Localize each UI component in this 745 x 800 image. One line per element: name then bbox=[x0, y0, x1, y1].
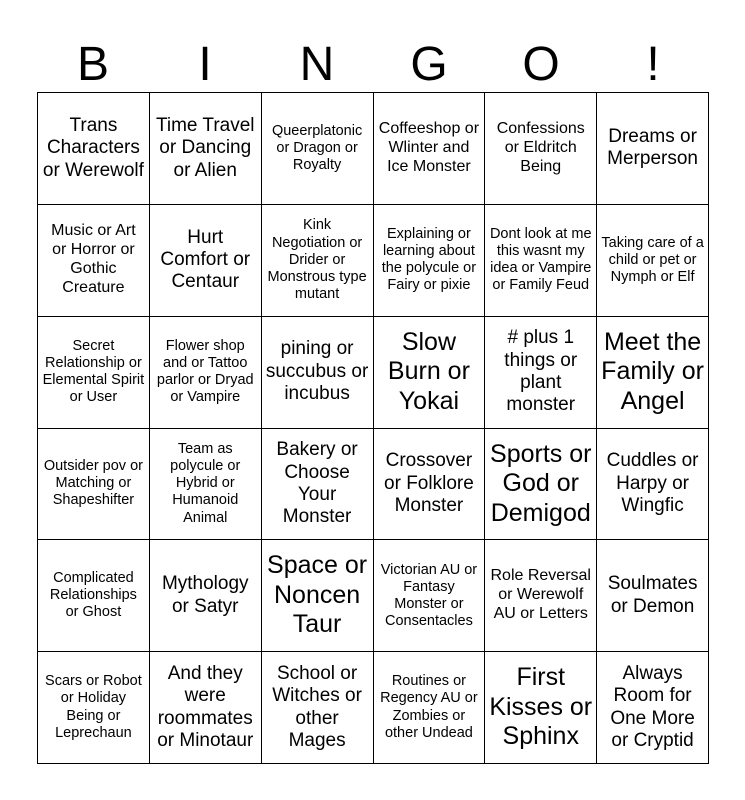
bingo-cell[interactable]: Outsider pov or Matching or Shapeshifter bbox=[38, 429, 150, 541]
bingo-cell[interactable]: Flower shop and or Tattoo parlor or Dryad or Vampire bbox=[150, 317, 262, 429]
bingo-cell[interactable]: Dreams or Merperson bbox=[597, 93, 709, 205]
bingo-cell[interactable]: Coffeeshop or Wlinter and Ice Monster bbox=[374, 93, 486, 205]
bingo-cell[interactable]: Soulmates or Demon bbox=[597, 540, 709, 652]
bingo-cell[interactable]: Taking care of a child or pet or Nymph or Elf bbox=[597, 205, 709, 317]
bingo-cell[interactable]: Always Room for One More or Cryptid bbox=[597, 652, 709, 764]
title-letter-b: B bbox=[76, 38, 109, 91]
bingo-board bbox=[37, 92, 709, 764]
bingo-cell[interactable]: Team as polycule or Hybrid or Humanoid Animal bbox=[150, 429, 262, 541]
bingo-cell[interactable]: Dont look at me this wasnt my idea or Vampire or Family Feud bbox=[485, 205, 597, 317]
bingo-cell[interactable]: Victorian AU or Fantasy Monster or Consentacles bbox=[374, 540, 486, 652]
bingo-cell[interactable]: Hurt Comfort or Centaur bbox=[150, 205, 262, 317]
bingo-cell[interactable]: Sports or God or Demigod bbox=[485, 429, 597, 541]
bingo-cell[interactable]: First Kisses or Sphinx bbox=[485, 652, 597, 764]
title-letter-o: O bbox=[522, 38, 560, 91]
bingo-cell[interactable]: Complicated Relationships or Ghost bbox=[38, 540, 150, 652]
title-letter-g: G bbox=[410, 38, 448, 91]
bingo-cell[interactable]: Crossover or Folklore Monster bbox=[374, 429, 486, 541]
bingo-cell[interactable]: Scars or Robot or Holiday Being or Leprechaun bbox=[38, 652, 150, 764]
bingo-title bbox=[37, 38, 709, 92]
bingo-cell[interactable]: Queerplatonic or Dragon or Royalty bbox=[262, 93, 374, 205]
bingo-cell[interactable]: Music or Art or Horror or Gothic Creature bbox=[38, 205, 150, 317]
bingo-cell[interactable]: Cuddles or Harpy or Wingfic bbox=[597, 429, 709, 541]
title-letter-n: N bbox=[299, 38, 335, 91]
bingo-cell[interactable]: Kink Negotiation or Drider or Monstrous type mutant bbox=[262, 205, 374, 317]
bingo-cell[interactable]: And they were roommates or Minotaur bbox=[150, 652, 262, 764]
bingo-cell[interactable]: Mythology or Satyr bbox=[150, 540, 262, 652]
title-letter-exclamation: ! bbox=[646, 38, 660, 91]
bingo-cell[interactable]: School or Witches or other Mages bbox=[262, 652, 374, 764]
bingo-cell[interactable]: Time Travel or Dancing or Alien bbox=[150, 93, 262, 205]
bingo-cell[interactable]: Explaining or learning about the polycule or Fairy or pixie bbox=[374, 205, 486, 317]
bingo-cell[interactable]: Bakery or Choose Your Monster bbox=[262, 429, 374, 541]
bingo-cell[interactable]: Space or Noncen Taur bbox=[262, 540, 374, 652]
bingo-cell[interactable]: Meet the Family or Angel bbox=[597, 317, 709, 429]
bingo-cell[interactable]: Confessions or Eldritch Being bbox=[485, 93, 597, 205]
bingo-cell[interactable]: # plus 1 things or plant monster bbox=[485, 317, 597, 429]
bingo-cell[interactable]: pining or succubus or incubus bbox=[262, 317, 374, 429]
bingo-cell[interactable]: Routines or Regency AU or Zombies or other Undead bbox=[374, 652, 486, 764]
bingo-cell[interactable]: Secret Relationship or Elemental Spirit or User bbox=[38, 317, 150, 429]
bingo-cell[interactable]: Trans Characters or Werewolf bbox=[38, 93, 150, 205]
bingo-cell[interactable]: Slow Burn or Yokai bbox=[374, 317, 486, 429]
bingo-cell[interactable]: Role Reversal or Werewolf AU or Letters bbox=[485, 540, 597, 652]
title-letter-i: I bbox=[198, 38, 212, 91]
